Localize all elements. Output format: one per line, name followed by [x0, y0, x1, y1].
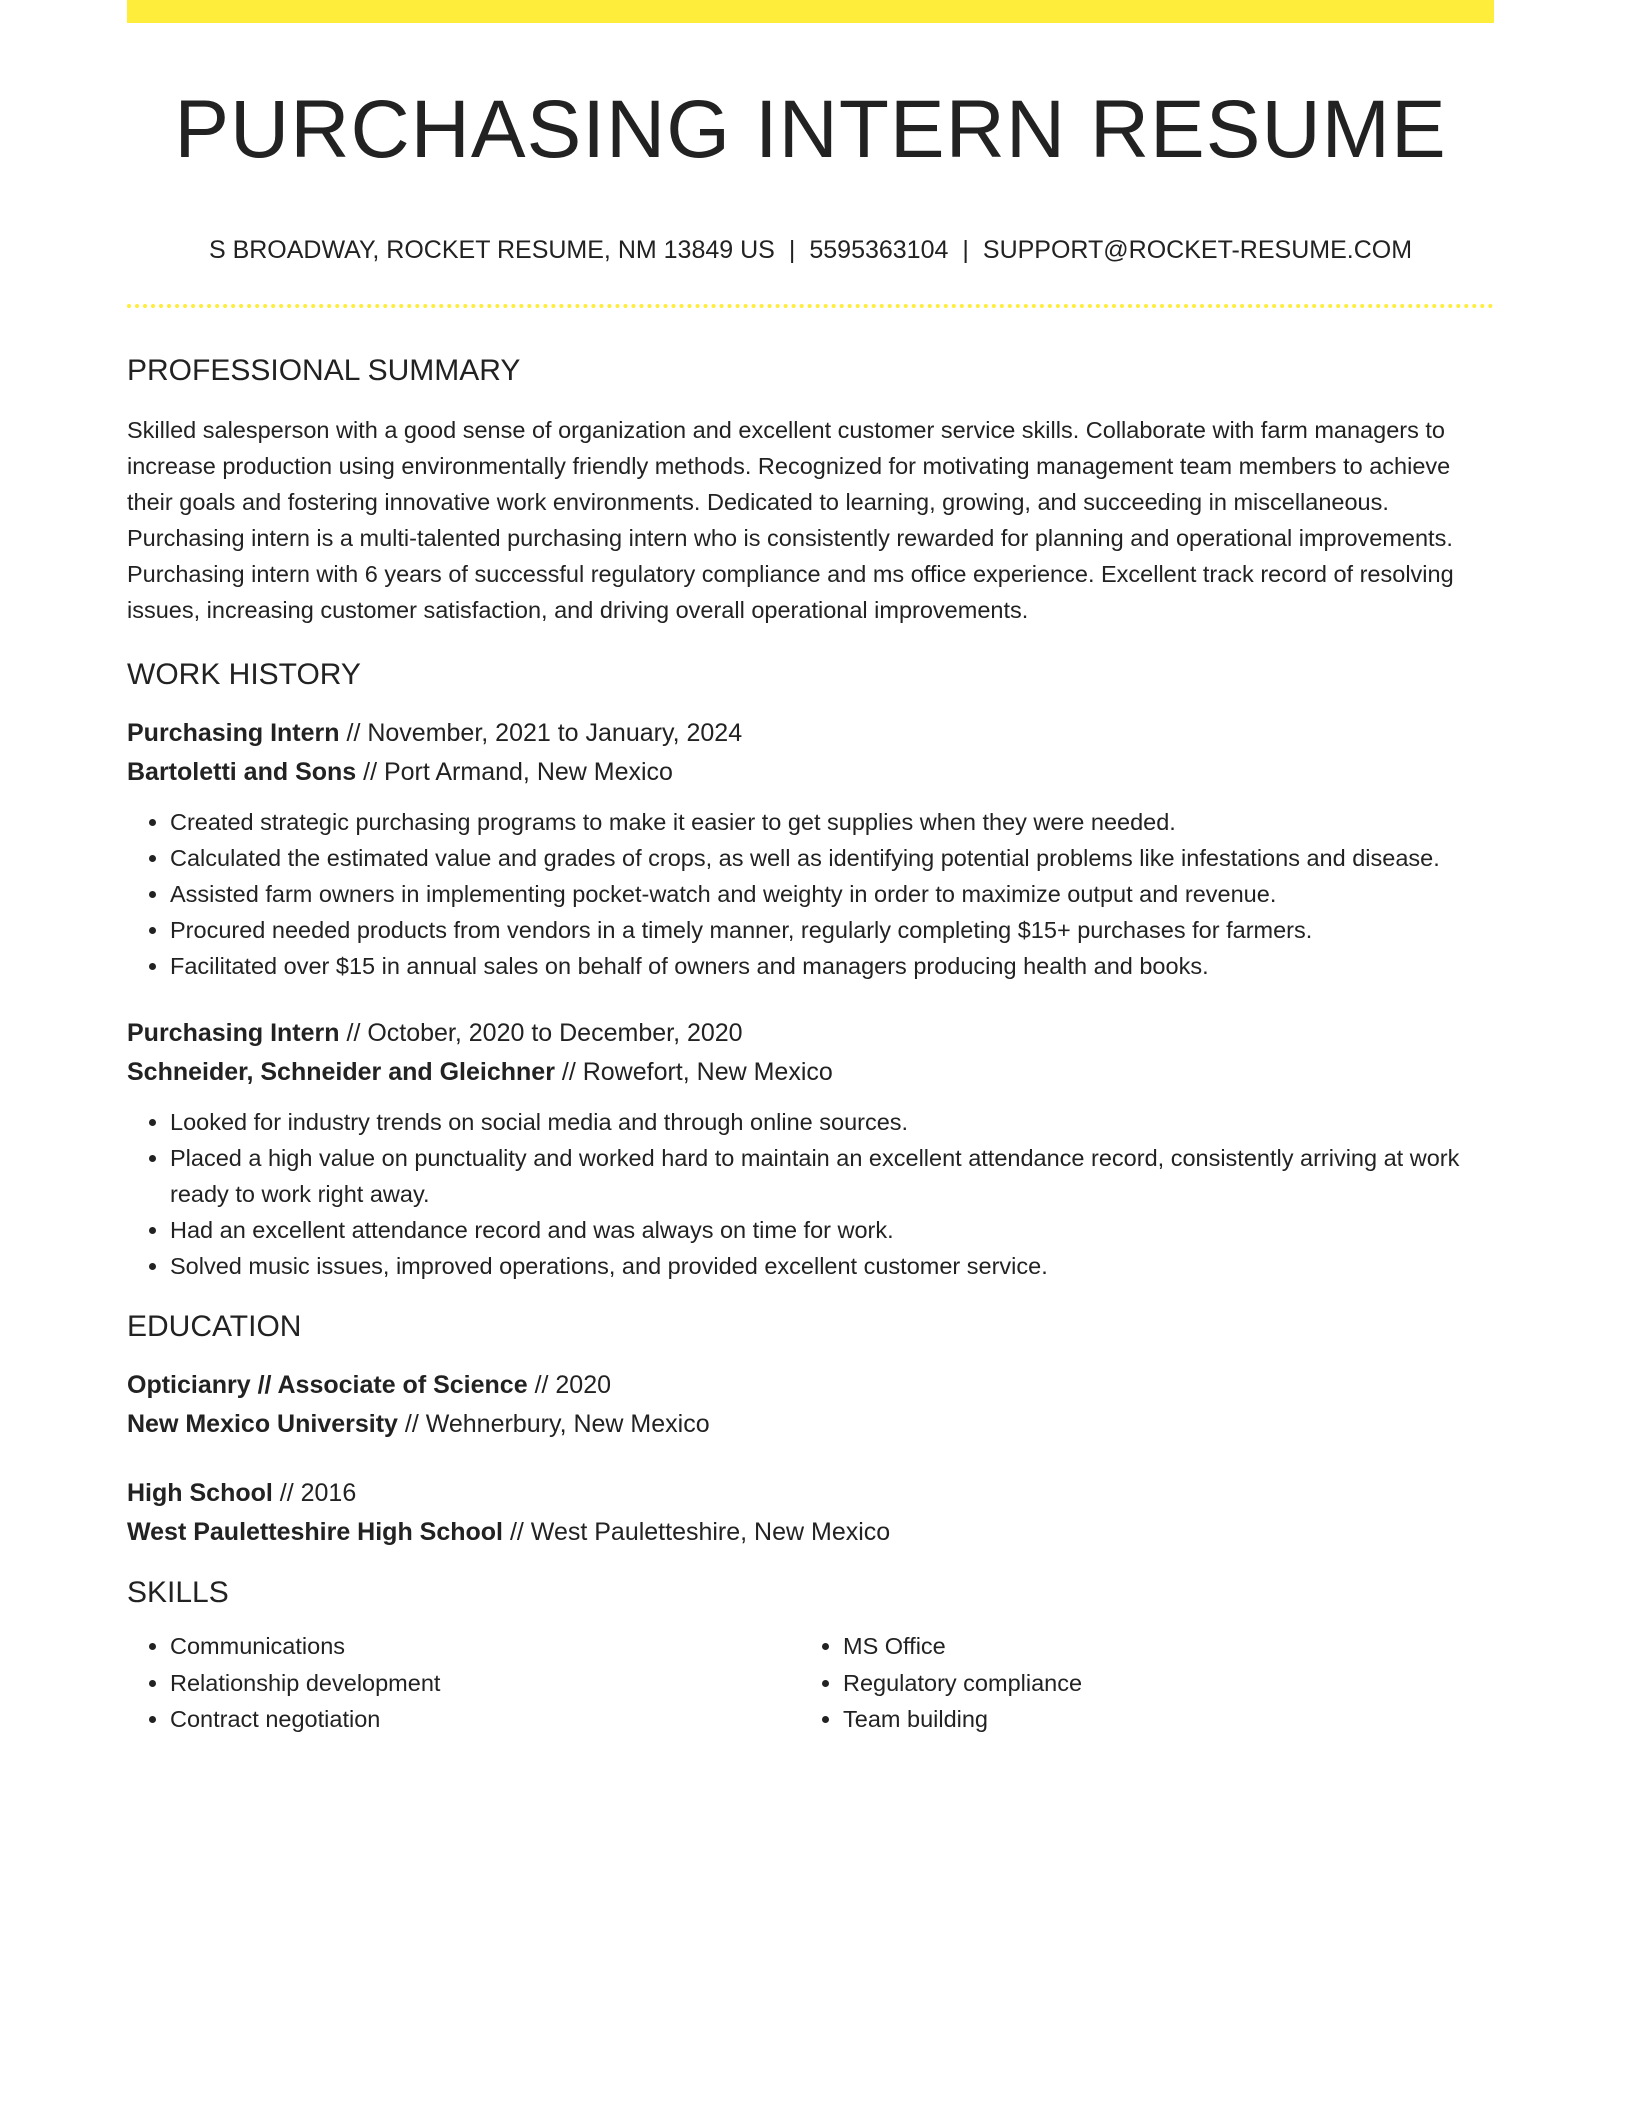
summary-text: Skilled salesperson with a good sense of organization and excellent customer service skills. Collaborate with farm managers to increase production using environmentally friendly methods. Recognized for motivating management team members to achieve their goals and fostering innovative work environments. Dedicated to learning, growing, and succeeding in miscellaneous. Purchasing intern is a multi-talented purchasing intern who is consistently rewarded for planning and operational improvements. Purchasing intern with 6 years of successful regulatory compliance and ms office experience. Excellent track record of resolving issues, increasing customer satisfaction, and driving overall operational improvements. — [127, 417, 1454, 623]
skill-item: • Communications — [170, 1628, 800, 1665]
job-bullet: • Looked for industry trends on social media and through online sources. — [170, 1104, 1494, 1140]
skill-item: • Regulatory compliance — [843, 1665, 1473, 1702]
education-location: // West Pauletteshire, New Mexico — [503, 1518, 891, 1546]
education-school: West Pauletteshire High School — [127, 1518, 504, 1546]
education-year: // 2016 — [272, 1479, 357, 1507]
job-location: // Port Armand, New Mexico — [356, 758, 673, 786]
skills-grid — [127, 1628, 1494, 1738]
education-degree-line — [127, 1474, 1494, 1513]
education-degree: Opticianry // Associate of Science — [127, 1371, 528, 1399]
section-heading-skills: SKILLS — [127, 1576, 229, 1609]
job-bullet: • Assisted farm owners in implementing pocket-watch and weighty in order to maximize output and revenue. — [170, 876, 1494, 912]
job-bullet: • Solved music issues, improved operations, and provided excellent customer service. — [170, 1248, 1494, 1284]
resume-title: PURCHASING INTERN RESUME — [174, 84, 1447, 175]
job-bullet: • Procured needed products from vendors in a timely manner, regularly completing $15+ purchases for farmers. — [170, 912, 1494, 948]
job-header — [127, 714, 1494, 792]
skill-item: • Contract negotiation — [170, 1701, 800, 1738]
resume-content — [127, 0, 1494, 1738]
contact-separator: | — [788, 236, 796, 264]
job-title: Purchasing Intern — [127, 1019, 340, 1047]
skills-column-left — [127, 1628, 800, 1738]
contact-line — [127, 234, 1494, 266]
skill-item: • Team building — [843, 1701, 1473, 1738]
education-year: // 2020 — [527, 1371, 612, 1399]
job-company-line — [127, 753, 1494, 792]
job-title-line — [127, 714, 1494, 753]
job-company: Bartoletti and Sons — [127, 758, 357, 786]
contact-address: S BROADWAY, ROCKET RESUME, NM 13849 US — [208, 236, 775, 264]
job-company: Schneider, Schneider and Gleichner — [127, 1058, 555, 1086]
section-heading-education: EDUCATION — [127, 1310, 302, 1343]
job-company-line — [127, 1053, 1494, 1092]
education-location: // Wehnerbury, New Mexico — [397, 1410, 710, 1438]
education-degree: High School — [127, 1479, 273, 1507]
job-bullet-list — [127, 1104, 1494, 1284]
education-school: New Mexico University — [127, 1410, 398, 1438]
job-bullet: • Had an excellent attendance record and was always on time for work. — [170, 1212, 1494, 1248]
job-title-line — [127, 1014, 1494, 1053]
job-bullet: • Facilitated over $15 in annual sales on behalf of owners and managers producing health and books. — [170, 948, 1494, 984]
contact-email: SUPPORT@ROCKET-RESUME.COM — [982, 236, 1413, 264]
job-bullet-list — [127, 804, 1494, 984]
skills-column-right — [800, 1628, 1473, 1738]
section-heading-summary: PROFESSIONAL SUMMARY — [127, 354, 521, 387]
job-bullet: • Calculated the estimated value and grades of crops, as well as identifying potential problems like infestations and disease. — [170, 840, 1494, 876]
job-dates: // October, 2020 to December, 2020 — [339, 1019, 743, 1047]
dotted-divider — [127, 304, 1494, 308]
job-bullet: • Created strategic purchasing programs to make it easier to get supplies when they were needed. — [170, 804, 1494, 840]
education-school-line — [127, 1405, 1494, 1444]
job-bullet: • Placed a high value on punctuality and worked hard to maintain an excellent attendance record, consistently arriving at work ready to work right away. — [170, 1140, 1494, 1212]
job-header — [127, 1014, 1494, 1092]
education-entry — [127, 1474, 1494, 1552]
job-location: // Rowefort, New Mexico — [554, 1058, 833, 1086]
contact-separator: | — [962, 236, 969, 264]
education-entry — [127, 1366, 1494, 1444]
education-school-line — [127, 1513, 1494, 1552]
job-dates: // November, 2021 to January, 2024 — [339, 719, 743, 747]
skill-item: • Relationship development — [170, 1665, 800, 1702]
section-heading-work-history: WORK HISTORY — [127, 658, 361, 691]
contact-phone: 5595363104 — [809, 236, 949, 264]
education-degree-line — [127, 1366, 1494, 1405]
skill-item: • MS Office — [843, 1628, 1473, 1665]
job-title: Purchasing Intern — [127, 719, 340, 747]
